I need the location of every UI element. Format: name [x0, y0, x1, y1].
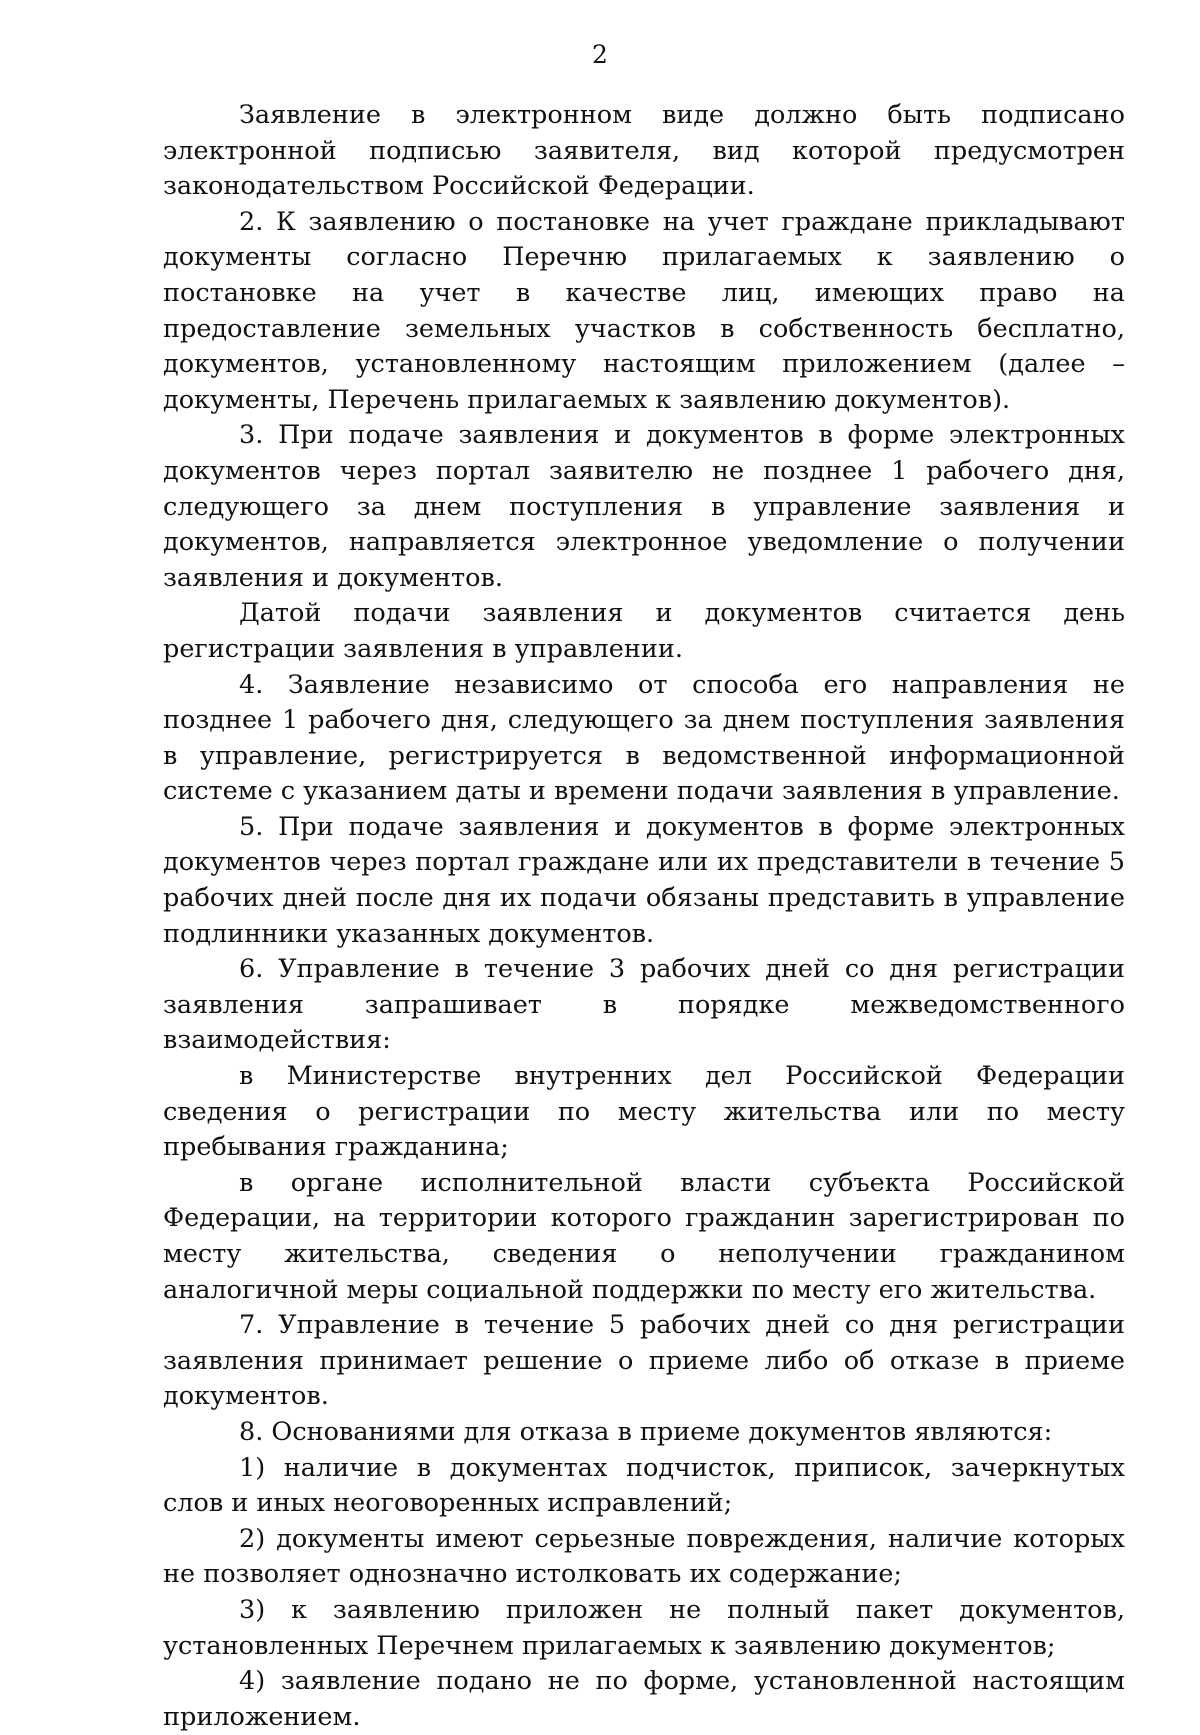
paragraph-item-8-sub-3: 3) к заявлению приложен не полный пакет документов, установленных Перечнем прилагаемых к заявлению документов;: [163, 1594, 1125, 1661]
document-body: [163, 98, 1125, 1735]
paragraph-item-6: 6. Управление в течение 3 рабочих дней со дня регистрации заявления запрашивает в порядке межведомственного взаимодействия:: [163, 954, 1125, 1056]
paragraph-item-3: 3. При подаче заявления и документов в форме электронных документов через портал заявителю не позднее 1 рабочего дня, следующего за днем поступления в управление заявления и документов, направляется электронное уведомление о получении заявления и документов.: [163, 420, 1125, 593]
paragraph-item-8-sub-1: 1) наличие в документах подчисток, приписок, зачеркнутых слов и иных неоговоренных исправлений;: [163, 1452, 1125, 1519]
paragraph-submission-date: Датой подачи заявления и документов считается день регистрации заявления в управлении.: [163, 598, 1125, 664]
paragraph-item-6-regional-authority: в органе исполнительной власти субъекта Российской Федерации, на территории которого гражданин зарегистрирован по месту жительства, сведения о неполучении гражданином аналогичной меры социальной поддержки по месту его жительства.: [163, 1167, 1125, 1305]
paragraph-item-4: 4. Заявление независимо от способа его направления не позднее 1 рабочего дня, следующего за днем поступления заявления в управление, регистрируется в ведомственной информационной системе с указанием даты и времени подачи заявления в управление.: [163, 669, 1125, 807]
paragraph-item-8: 8. Основаниями для отказа в приеме документов являются:: [239, 1416, 1053, 1447]
paragraph-item-8-sub-2: 2) документы имеют серьезные повреждения, наличие которых не позволяет однозначно истолковать их содержание;: [163, 1523, 1125, 1590]
paragraph-electronic-signature: Заявление в электронном виде должно быть подписано электронной подписью заявителя, вид которой предусмотрен законодательством Российской Федерации.: [163, 100, 1125, 202]
paragraph-item-8-sub-4: 4) заявление подано не по форме, установленной настоящим приложением.: [163, 1666, 1125, 1732]
paragraph-item-6-mvd: в Министерстве внутренних дел Российской Федерации сведения о регистрации по месту жительства или по месту пребывания гражданина;: [163, 1061, 1125, 1163]
paragraph-item-2: 2. К заявлению о постановке на учет граждане прикладывают документы согласно Перечню прилагаемых к заявлению о постановке на учет в качестве лиц, имеющих право на предоставление земельных участков в собственность бесплатно, документов, установленному настоящим приложением (далее – документы, Перечень прилагаемых к заявлению документов).: [163, 206, 1125, 415]
paragraph-item-7: 7. Управление в течение 5 рабочих дней со дня регистрации заявления принимает решение о приеме либо об отказе в приеме документов.: [163, 1310, 1125, 1412]
page-number: 2: [592, 40, 608, 69]
paragraph-item-5: 5. При подаче заявления и документов в форме электронных документов через портал граждане или их представители в течение 5 рабочих дней после дня их подачи обязаны представить в управление подлинники указанных документов.: [163, 811, 1125, 949]
